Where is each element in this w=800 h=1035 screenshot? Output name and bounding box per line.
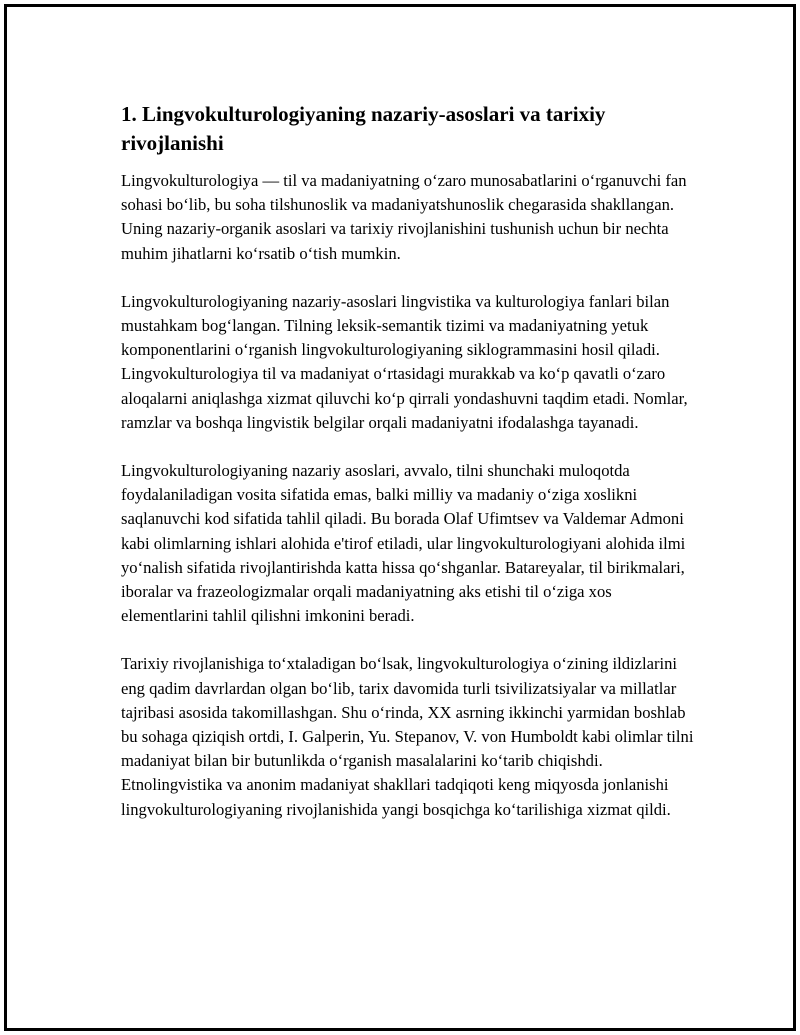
document-page: [4, 4, 796, 1031]
paragraph-historical-development: Tarixiy rivojlanishiga to‘xtaladigan bo‘lsak, lingvokulturologiya o‘zining ildizlarini eng qadim davrlardan olgan bo‘lib, tarix davomida turli tsivilizatsiyalar va millatlar tajribasi asosida takomillashgan. Shu o‘rinda, XX asrning ikkinchi yarmidan boshlab bu sohaga qiziqish ortdi, I. Galperin, Yu. Stepanov, V. von Humboldt kabi olimlar tilni madaniyat bilan bir butunlikda o‘rganish masalalarini ko‘tarib chiqishdi. Etnolingvistika va anonim madaniyat shakllari tadqiqoti keng miqyosda jonlanishi lingvokulturologiyaning rivojlanishida yangi bosqichga ko‘tarilishiga xizmat qildi.: [121, 654, 694, 819]
paragraph-theoretical-basis: Lingvokulturologiyaning nazariy asoslari, avvalo, tilni shunchaki muloqotda foydalaniladigan vosita sifatida emas, balki milliy va madaniy o‘ziga xoslikni saqlanuvchi kod sifatida tahlil qiladi. Bu borada Olaf Ufimtsev va Valdemar Admoni kabi olimlarning ishlari alohida e'tirof etiladi, ular lingvokulturologiyani alohida ilmi yo‘nalish sifatida rivojlantirishda katta hissa qo‘shganlar. Batareyalar, til birikmalari, iboralar va frazeologizmalar orqali madaniyatning aks etishi til o‘ziga xos elementlarini tahlil qilishni imkonini beradi.: [121, 461, 686, 626]
paragraph-intro: Lingvokulturologiya — til va madaniyatning o‘zaro munosabatlarini o‘rganuvchi fan sohasi bo‘lib, bu soha tilshunoslik va madaniyatshunoslik chegarasida shakllangan. Uning nazariy-organik asoslari va tarixiy rivojlanishini tushunish uchun bir nechta muhim jihatlarni ko‘rsatib o‘tish mumkin.: [121, 171, 687, 263]
document-content: [121, 100, 696, 846]
paragraph-theoretical-foundations: Lingvokulturologiyaning nazariy-asoslari lingvistika va kulturologiya fanlari bilan mustahkam bog‘langan. Tilning leksik-semantik tizimi va madaniyatning yetuk komponentlarini o‘rganish lingvokulturologiyaning siklogrammasini hosil qiladi. Lingvokulturologiya til va madaniyat o‘rtasidagi murakkab va ko‘p qavatli o‘zaro aloqalarni aniqlashga xizmat qiluvchi ko‘p qirrali yondashuvni taqdim etadi. Nomlar, ramzlar va boshqa lingvistik belgilar orqali madaniyatni ifodalashga tayanadi.: [121, 291, 688, 432]
section-heading: 1. Lingvokulturologiyaning nazariy-asoslari va tarixiy rivojlanishi: [121, 102, 606, 155]
